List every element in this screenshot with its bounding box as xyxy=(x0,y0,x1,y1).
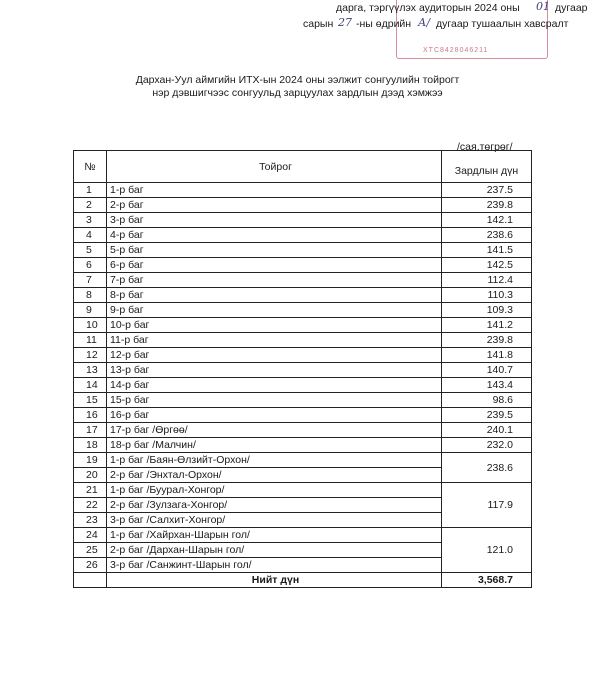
row-district: 1-р баг /Буурал-Хонгор/ xyxy=(107,483,442,498)
row-amount: 112.4 xyxy=(442,273,532,288)
table-row xyxy=(74,528,532,543)
row-amount: 143.4 xyxy=(442,378,532,393)
row-district: 1-р баг /Хайрхан-Шарын гол/ xyxy=(107,528,442,543)
row-amount: 110.3 xyxy=(442,288,532,303)
row-amount: 142.5 xyxy=(442,258,532,273)
row-number: 15 xyxy=(74,393,107,408)
row-amount: 239.5 xyxy=(442,408,532,423)
row-number: 10 xyxy=(74,318,107,333)
merged-amount-orkhon: 238.6 xyxy=(442,453,532,483)
row-number: 3 xyxy=(74,213,107,228)
row-number: 14 xyxy=(74,378,107,393)
row-amount: 239.8 xyxy=(442,333,532,348)
total-empty-cell xyxy=(74,573,107,588)
row-amount: 141.2 xyxy=(442,318,532,333)
row-district: 16-р баг xyxy=(107,408,442,423)
row-number: 24 xyxy=(74,528,107,543)
row-number: 8 xyxy=(74,288,107,303)
table-row xyxy=(74,213,532,228)
row-number: 20 xyxy=(74,468,107,483)
row-amount: 141.5 xyxy=(442,243,532,258)
row-number: 21 xyxy=(74,483,107,498)
row-number: 23 xyxy=(74,513,107,528)
table-row xyxy=(74,393,532,408)
row-district: 3-р баг xyxy=(107,213,442,228)
row-district: 10-р баг xyxy=(107,318,442,333)
document-title-line-2: нэр дэвшигчээс сонгуульд зарцуулах зардлын дээд хэмжээ xyxy=(152,87,443,99)
row-district: 13-р баг xyxy=(107,363,442,378)
row-district: 2-р баг /Зулзага-Хонгор/ xyxy=(107,498,442,513)
table-row xyxy=(74,318,532,333)
header-district: Тойрог xyxy=(107,151,442,183)
total-amount: 3,568.7 xyxy=(442,573,532,588)
row-district: 12-р баг xyxy=(107,348,442,363)
header-line-2-c: дугаар тушаалын хавсралт xyxy=(436,18,569,30)
header-number: № xyxy=(74,151,107,183)
row-district: 18-р баг /Малчин/ xyxy=(107,438,442,453)
expense-table xyxy=(73,150,532,588)
row-amount: 141.8 xyxy=(442,348,532,363)
table-row xyxy=(74,183,532,198)
row-amount: 238.6 xyxy=(442,228,532,243)
table-row xyxy=(74,243,532,258)
header-amount: Зардлын дүн xyxy=(442,151,532,183)
merged-amount-khongor: 117.9 xyxy=(442,483,532,528)
table-row xyxy=(74,363,532,378)
document-title-line-1: Дархан-Уул аймгийн ИТХ-ын 2024 оны ээлжит сонгуулийн тойрогт xyxy=(135,74,460,86)
row-number: 5 xyxy=(74,243,107,258)
row-number: 4 xyxy=(74,228,107,243)
row-amount: 109.3 xyxy=(442,303,532,318)
stamp-number: ХТС8428046211 xyxy=(423,47,489,54)
row-amount: 98.6 xyxy=(442,393,532,408)
row-number: 16 xyxy=(74,408,107,423)
row-number: 18 xyxy=(74,438,107,453)
header-line-2-a: сарын xyxy=(303,18,334,30)
row-district: 9-р баг xyxy=(107,303,442,318)
row-district: 4-р баг xyxy=(107,228,442,243)
row-district: 2-р баг xyxy=(107,198,442,213)
row-number: 11 xyxy=(74,333,107,348)
table-row xyxy=(74,258,532,273)
merged-amount-sharyngol: 121.0 xyxy=(442,528,532,573)
row-amount: 232.0 xyxy=(442,438,532,453)
row-number: 19 xyxy=(74,453,107,468)
unit-label: /сая.төгрөг/ xyxy=(457,141,513,153)
table-row xyxy=(74,288,532,303)
table-row xyxy=(74,348,532,363)
row-number: 6 xyxy=(74,258,107,273)
row-number: 2 xyxy=(74,198,107,213)
table-row xyxy=(74,303,532,318)
row-number: 26 xyxy=(74,558,107,573)
row-district: 8-р баг xyxy=(107,288,442,303)
handwritten-order-number: А/ xyxy=(418,16,431,29)
table-row xyxy=(74,438,532,453)
handwritten-month: 01 xyxy=(536,0,550,13)
header-line-1: дарга, тэргүүлэх аудиторын 2024 оны xyxy=(336,2,520,14)
header-line-1-end: дугаар xyxy=(555,2,588,14)
row-district: 11-р баг xyxy=(107,333,442,348)
row-district: 3-р баг /Санжинт-Шарын гол/ xyxy=(107,558,442,573)
row-district: 1-р баг xyxy=(107,183,442,198)
table-row xyxy=(74,333,532,348)
table-row xyxy=(74,228,532,243)
table-header-row xyxy=(74,151,532,183)
row-amount: 142.1 xyxy=(442,213,532,228)
row-district: 17-р баг /Өргөө/ xyxy=(107,423,442,438)
row-number: 25 xyxy=(74,543,107,558)
header-line-2-b: -ны өдрийн xyxy=(356,18,412,30)
row-district: 7-р баг xyxy=(107,273,442,288)
table-row xyxy=(74,483,532,498)
handwritten-day: 27 xyxy=(338,16,352,29)
total-row xyxy=(74,573,532,588)
row-number: 17 xyxy=(74,423,107,438)
row-district: 2-р баг /Энхтал-Орхон/ xyxy=(107,468,442,483)
row-amount: 140.7 xyxy=(442,363,532,378)
table-row xyxy=(74,378,532,393)
table-row xyxy=(74,408,532,423)
table-row xyxy=(74,273,532,288)
row-amount: 237.5 xyxy=(442,183,532,198)
table-row xyxy=(74,423,532,438)
row-district: 6-р баг xyxy=(107,258,442,273)
row-district: 15-р баг xyxy=(107,393,442,408)
row-number: 9 xyxy=(74,303,107,318)
row-number: 13 xyxy=(74,363,107,378)
row-district: 3-р баг /Салхит-Хонгор/ xyxy=(107,513,442,528)
row-number: 22 xyxy=(74,498,107,513)
row-number: 7 xyxy=(74,273,107,288)
row-amount: 240.1 xyxy=(442,423,532,438)
row-district: 2-р баг /Дархан-Шарын гол/ xyxy=(107,543,442,558)
row-number: 1 xyxy=(74,183,107,198)
row-amount: 239.8 xyxy=(442,198,532,213)
row-district: 5-р баг xyxy=(107,243,442,258)
row-number: 12 xyxy=(74,348,107,363)
table-row xyxy=(74,453,532,468)
row-district: 14-р баг xyxy=(107,378,442,393)
table-row xyxy=(74,198,532,213)
row-district: 1-р баг /Баян-Өлзийт-Орхон/ xyxy=(107,453,442,468)
total-label: Нийт дүн xyxy=(107,573,442,588)
